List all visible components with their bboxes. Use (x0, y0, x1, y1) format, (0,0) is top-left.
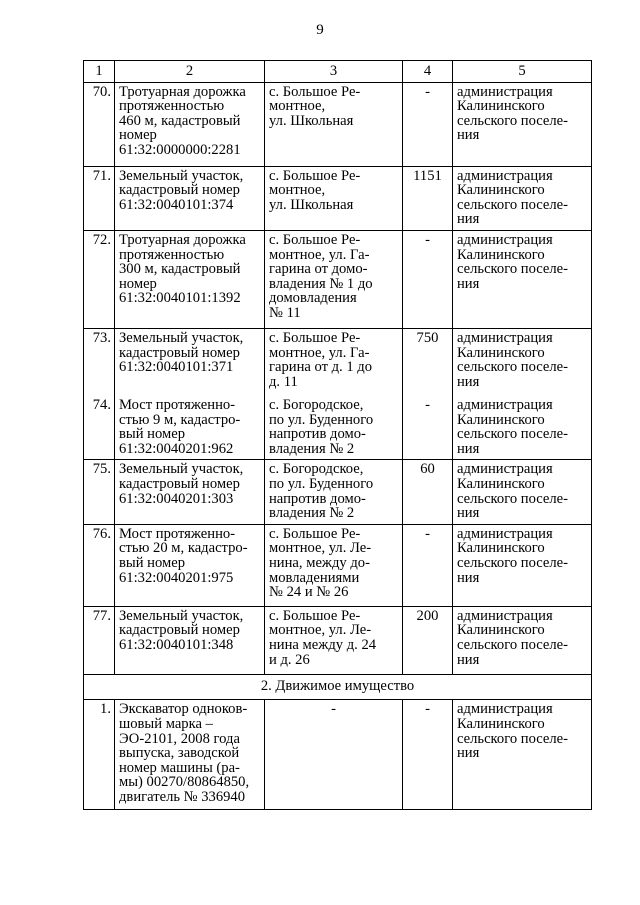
property-name: Мост протяженно- стью 20 м, кадастро- вый номер 61:32:0040201:975 (115, 524, 265, 606)
property-area: - (403, 230, 453, 328)
property-address: - (265, 700, 403, 810)
table-header-row (84, 61, 592, 83)
property-owner: администрация Калининского сельского поселе- ния (453, 230, 592, 328)
property-address: с. Большое Ре- монтное, ул. Га- гарина от домо- владения № 1 до домовладения № 11 (265, 230, 403, 328)
property-name: Земельный участок, кадастровый номер 61:32:0040101:371 (115, 328, 265, 396)
header-cell: 3 (265, 61, 403, 83)
header-cell: 4 (403, 61, 453, 83)
property-address: с. Большое Ре- монтное, ул. Ле- нина, между до- мовладениями № 24 и № 26 (265, 524, 403, 606)
property-owner: администрация Калининского сельского поселе- ния (453, 606, 592, 674)
property-name: Мост протяженно- стью 9 м, кадастро- вый номер 61:32:0040201:962 (115, 396, 265, 460)
property-area: - (403, 524, 453, 606)
table-row (84, 606, 592, 674)
property-owner: администрация Калининского сельского поселе- ния (453, 166, 592, 230)
header-cell: 5 (453, 61, 592, 83)
property-table (83, 60, 592, 810)
property-address: с. Богородское, по ул. Буденного напротив домо- владения № 2 (265, 396, 403, 460)
row-number: 71. (84, 166, 115, 230)
table-row (84, 524, 592, 606)
table-row (84, 166, 592, 230)
section-title: 2. Движимое имущество (84, 674, 592, 700)
table-row (84, 460, 592, 524)
property-address: с. Большое Ре- монтное, ул. Школьная (265, 166, 403, 230)
table-row (84, 700, 592, 810)
property-name: Тротуарная дорожка протяженностью 460 м, кадастровый номер 61:32:0000000:2281 (115, 82, 265, 166)
row-number: 72. (84, 230, 115, 328)
property-area: - (403, 700, 453, 810)
property-name: Земельный участок, кадастровый номер 61:32:0040101:374 (115, 166, 265, 230)
property-name: Тротуарная дорожка протяженностью 300 м, кадастровый номер 61:32:0040101:1392 (115, 230, 265, 328)
property-address: с. Большое Ре- монтное, ул. Школьная (265, 82, 403, 166)
property-address: с. Большое Ре- монтное, ул. Ле- нина между д. 24 и д. 26 (265, 606, 403, 674)
property-owner: администрация Калининского сельского поселе- ния (453, 396, 592, 460)
row-number: 77. (84, 606, 115, 674)
table-row (84, 82, 592, 166)
property-area: - (403, 396, 453, 460)
property-owner: администрация Калининского сельского поселе- ния (453, 524, 592, 606)
property-area: 1151 (403, 166, 453, 230)
header-cell: 1 (84, 61, 115, 83)
property-name: Земельный участок, кадастровый номер 61:32:0040101:348 (115, 606, 265, 674)
row-number: 73. (84, 328, 115, 396)
header-cell: 2 (115, 61, 265, 83)
property-area: 750 (403, 328, 453, 396)
row-number: 1. (84, 700, 115, 810)
property-area: 60 (403, 460, 453, 524)
property-owner: администрация Калининского сельского поселе- ния (453, 460, 592, 524)
property-name: Земельный участок, кадастровый номер 61:32:0040201:303 (115, 460, 265, 524)
property-address: с. Большое Ре- монтное, ул. Га- гарина от д. 1 до д. 11 (265, 328, 403, 396)
property-area: - (403, 82, 453, 166)
row-number: 75. (84, 460, 115, 524)
table-row (84, 328, 592, 396)
property-area: 200 (403, 606, 453, 674)
row-number: 74. (84, 396, 115, 460)
row-number: 76. (84, 524, 115, 606)
section-row (84, 674, 592, 700)
property-owner: администрация Калининского сельского поселе- ния (453, 328, 592, 396)
property-name: Экскаватор одноков- шовый марка – ЭО-2101, 2008 года выпуска, заводской номер машины (ра- мы) 00270/80864850, двигатель № 336940 (115, 700, 265, 810)
property-owner: администрация Калининского сельского поселе- ния (453, 82, 592, 166)
property-address: с. Богородское, по ул. Буденного напротив домо- владения № 2 (265, 460, 403, 524)
row-number: 70. (84, 82, 115, 166)
property-owner: администрация Калининского сельского поселе- ния (453, 700, 592, 810)
page-number: 9 (316, 22, 324, 38)
table-row (84, 396, 592, 460)
table-row (84, 230, 592, 328)
